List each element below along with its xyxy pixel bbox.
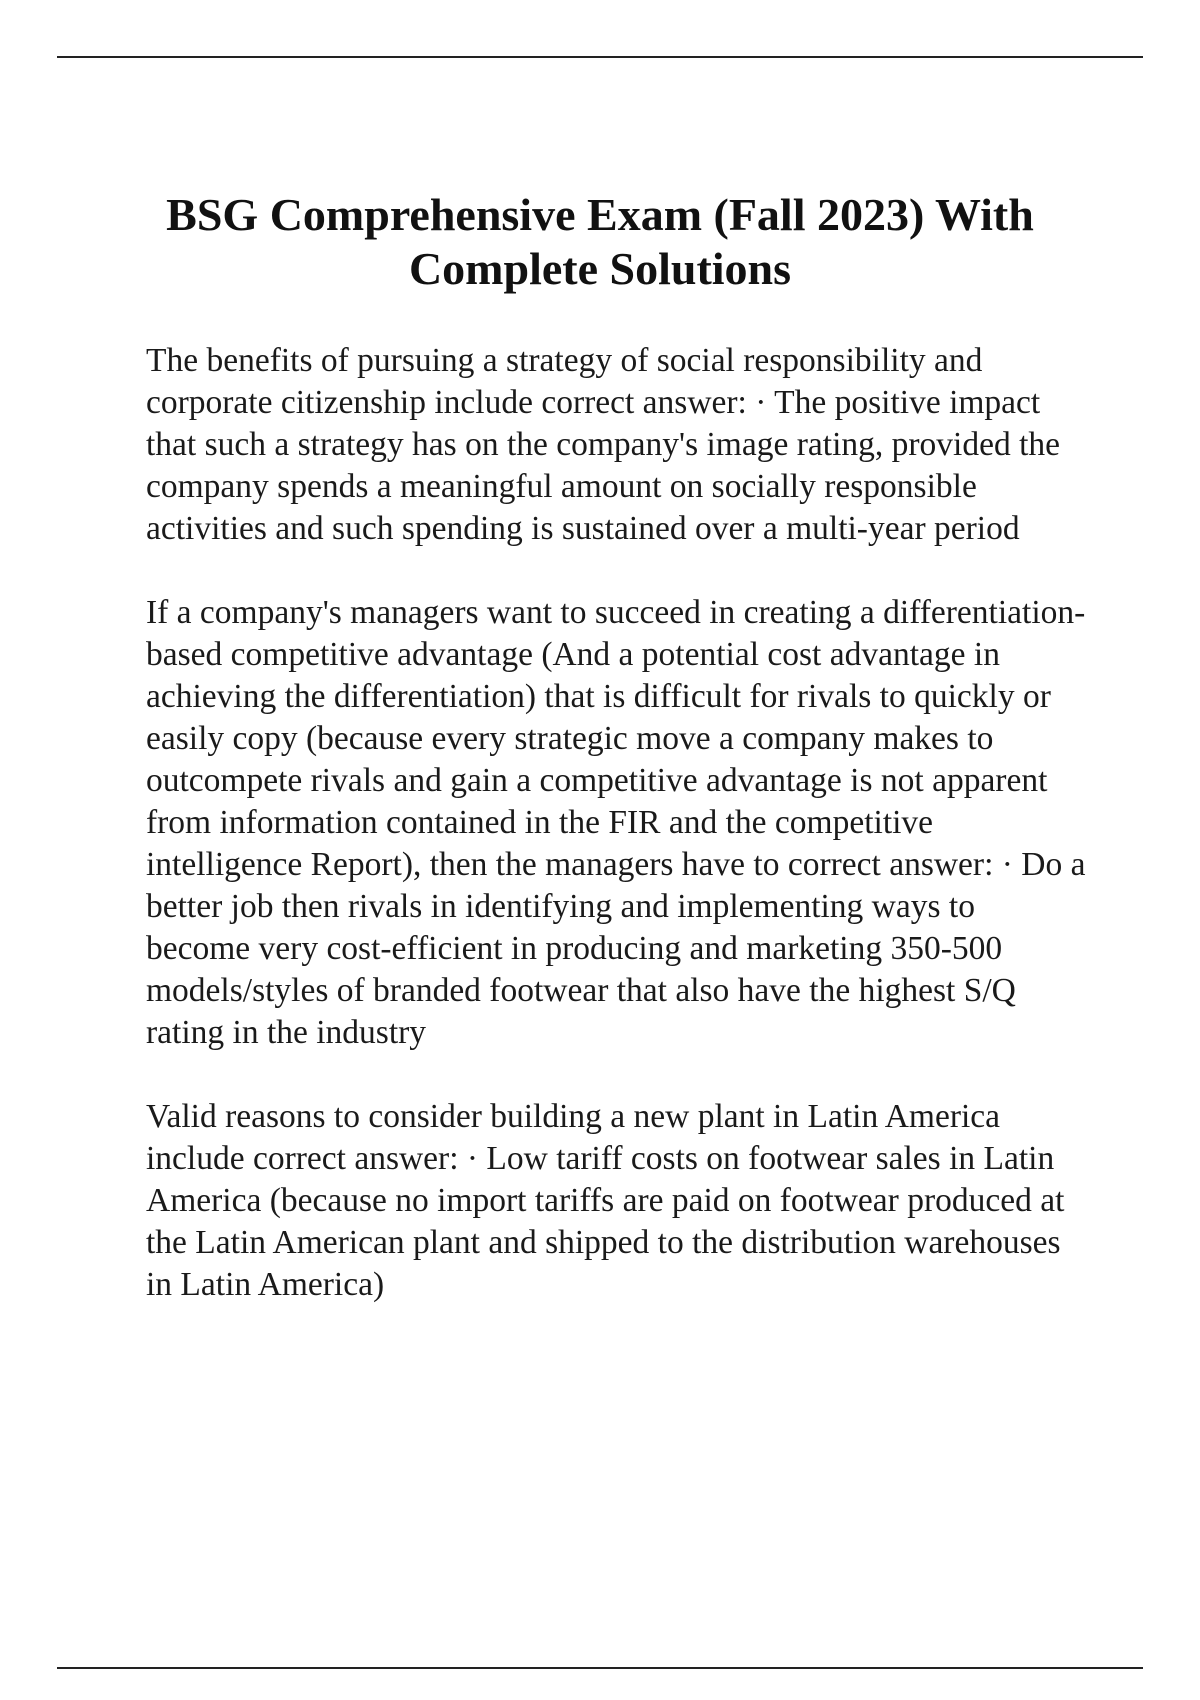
- document-body: [146, 340, 1094, 1348]
- top-rule: [57, 56, 1143, 58]
- qa-item: [146, 340, 1086, 550]
- question-text: The benefits of pursuing a strategy of social responsibility and corporate citizenship include: [146, 342, 991, 421]
- answer-text: · The positive impact that such a strategy has on the company's image rating, provided the company spends a meaningful amount on socially responsible activities and such spending is sustained over a multi-year period: [146, 384, 1069, 547]
- question-text: Valid reasons to consider building a new plant in Latin America include: [146, 1098, 1009, 1177]
- answer-text: · Low tariff costs on footwear sales in Latin America (because no import tariffs are paid on footwear produced at the Latin American plant and shipped to the distribution warehouses in Latin America): [146, 1140, 1073, 1303]
- qa-item: [146, 592, 1094, 1054]
- answer-label: correct answer:: [541, 384, 747, 421]
- answer-label: correct answer:: [787, 846, 994, 883]
- answer-text: · Do a better job then rivals in identifying and implementing ways to become very cost-efficient in producing and marketing 350-500 models/styles of branded footwear that also have the highest S/Q rating in the industry: [146, 846, 1094, 1051]
- document-title: BSG Comprehensive Exam (Fall 2023) With Complete Solutions: [166, 189, 1034, 294]
- qa-item: [146, 1096, 1086, 1306]
- question-text: If a company's managers want to succeed in creating a differentiation-based competitive advantage (And a potential cost advantage in achieving the differentiation) that is difficult for rivals to quickly or easily copy (because every strategic move a company makes to outcompete rivals and gain a competitive advantage is not apparent from information contained in the FIR and the competitive intelligence Report), then the managers have to: [146, 594, 1086, 883]
- bottom-rule: [57, 1667, 1143, 1669]
- answer-label: correct answer:: [252, 1140, 459, 1177]
